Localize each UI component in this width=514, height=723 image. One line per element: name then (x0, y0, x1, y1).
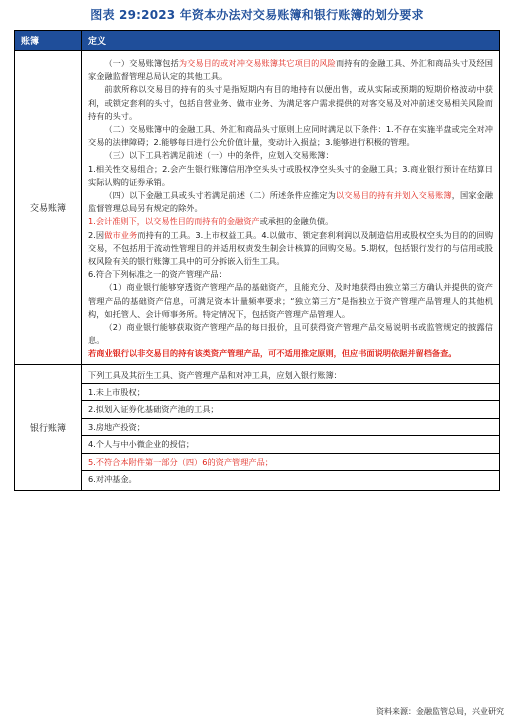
banking-item: 1.未上市股权； (82, 383, 499, 400)
banking-item: 2.拟划入证券化基础资产池的工具； (82, 400, 499, 417)
text-segment: 而持有的金融工具、外汇和商品头寸及经国家金融监督管理总局认定的其他工具。 (88, 58, 493, 82)
figure-title: 图表 29:2023 年资本办法对交易账簿和银行账簿的划分要求 (90, 8, 424, 22)
trading-para-5: 1.相关性交易组合；2.会产生银行账簿信用净空头头寸或股权净空头头寸的金融工具；3.商业银行预计在结算日实际认购的证券承销。 (88, 163, 493, 187)
trading-para-9: 6.符合下列标准之一的资产管理产品： (88, 269, 227, 280)
banking-book-row (15, 364, 500, 490)
banking-item: 5.不符合本附件第一部分（四）6的资产管理产品； (82, 453, 499, 470)
header-book: 账簿 (15, 31, 82, 51)
text-segment: 以交易目的持有并划入交易账簿 (335, 190, 452, 201)
text-segment: 或承担的金融负债。 (259, 216, 334, 227)
text-segment: 为交易目的或对冲交易账簿其它项目的风险 (178, 58, 336, 68)
banking-book-label: 银行账簿 (15, 364, 82, 490)
text-segment: （一）交易账簿包括 (104, 58, 179, 68)
text-segment: 而持有的工具。3.上市权益工具。4.以做市、锁定套利利润以及制造信用或股权空头为目的的回购交易，不包括用于流动性管理目的并适用权责发生制会计核算的回购交易。5.期权，包括银行发行的与信用或股权风险有关的银行账簿工具中的可分拆嵌入衍生工具。 (88, 229, 494, 267)
text-segment: 会计准则下，以交易性目的而持有的金融资产 (95, 216, 260, 227)
trading-para-12: 若商业银行以非交易目的持有该类资产管理产品，可不适用推定原则，但应书面说明依据并留档备查。 (88, 348, 457, 359)
table-header-row (15, 31, 500, 51)
trading-para-8 (88, 229, 493, 269)
trading-para-11: （2）商业银行能够获取资产管理产品的每日报价，且可获得资产管理产品交易说明书或监管规定的披露信息。 (88, 322, 493, 346)
trading-para-4: （三）以下工具若满足前述（一）中的条件，应划入交易账簿： (104, 150, 334, 161)
text-segment: ，国家金融监督管理总局另有规定的除外。 (88, 190, 493, 214)
text-segment: （四）以下金融工具或头寸若满足前述（二）所述条件应推定为 (104, 190, 336, 201)
trading-book-definition (82, 51, 500, 365)
trading-para-10: （1）商业银行能够穿透资产管理产品的基础资产，且能充分、及时地获得由独立第三方确认并提供的资产管理产品的基础资产信息，可满足资本计量频率要求；“独立第三方”是指独立于资产管理产品管理人的其他机构，如托管人、会计师事务所。特定情况下，包括资产管理产品管理人。 (88, 282, 493, 319)
header-definition: 定义 (82, 31, 500, 51)
text-segment: 1. (88, 216, 96, 227)
book-division-table (14, 30, 500, 491)
banking-item: 4.个人与中小微企业的授信； (82, 435, 499, 452)
trading-para-7 (88, 215, 493, 228)
trading-book-row (15, 51, 500, 365)
source-note: 资料来源：金融监管总局，兴业研究 (376, 707, 504, 716)
banking-book-items (88, 367, 493, 488)
text-segment: 做市业务 (104, 229, 138, 240)
trading-para-6 (88, 189, 493, 215)
trading-book-label: 交易账簿 (15, 51, 82, 365)
trading-para-1 (88, 57, 493, 83)
trading-para-3: （二）交易账簿中的金融工具、外汇和商品头寸原则上应同时满足以下条件：1.不存在实施半盘或完全对冲交易的法律障碍；2.能够每日进行公允价值计量，变动计入损益；3.能够进行积极的管理。 (88, 124, 493, 148)
banking-item: 6.对冲基金。 (82, 470, 499, 487)
trading-para-2: 前款所称以交易目的持有的头寸是指短期内有目的地持有以便出售，或从实际或预期的短期价格波动中获利，或锁定套利的头寸，包括自营业务、做市业务、为满足客户需求提供的对客交易及对冲前述交易相关风险而持有的头寸。 (88, 84, 493, 121)
text-segment: 2.因 (88, 229, 105, 240)
banking-item: 3.房地产投资； (82, 418, 499, 435)
banking-item: 下列工具及其衍生工具、资产管理产品和对冲工具，应划入银行账簿： (88, 369, 342, 380)
banking-book-definition (82, 364, 500, 490)
